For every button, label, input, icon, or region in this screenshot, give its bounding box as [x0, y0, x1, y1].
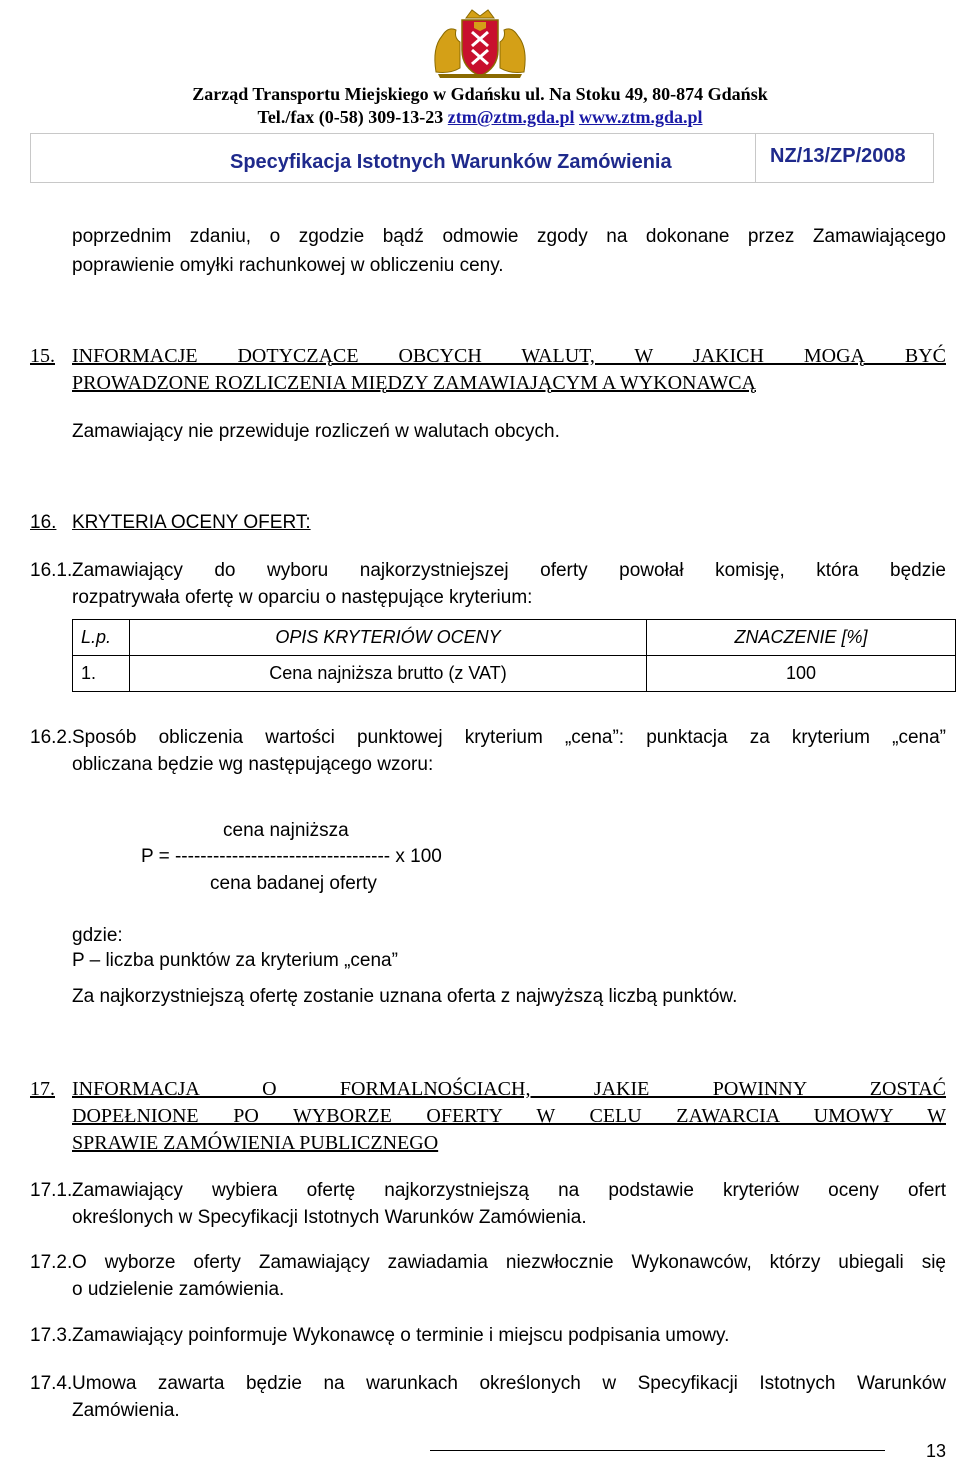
- criteria-header-description: OPIS KRYTERIÓW OCENY: [130, 620, 647, 656]
- criteria-header-lp: L.p.: [73, 620, 130, 656]
- spec-title: Specyfikacja Istotnych Warunków Zamówienia: [230, 151, 672, 173]
- section-17-heading-1: INFORMACJA O FORMALNOŚCIACH, JAKIE POWINNY ZOSTAĆ: [72, 1078, 946, 1100]
- formula-where: gdzie:: [72, 925, 123, 946]
- section-15-text: Zamawiający nie przewiduje rozliczeń w walutach obcych.: [72, 421, 560, 442]
- section-17-4-number: 17.4.: [30, 1373, 73, 1394]
- header-email-link[interactable]: ztm@ztm.gda.pl: [447, 107, 575, 127]
- spec-code: NZ/13/ZP/2008: [770, 145, 906, 167]
- section-17-1-number: 17.1.: [30, 1180, 73, 1201]
- formula-where-definition: P – liczba punktów za kryterium „cena”: [72, 950, 398, 971]
- section-16-conclusion: Za najkorzystniejszą ofertę zostanie uznana oferta z najwyższą liczbą punktów.: [72, 986, 738, 1007]
- section-15-number: 15.: [30, 345, 55, 367]
- criteria-header-weight: ZNACZENIE [%]: [647, 620, 956, 656]
- section-17-heading-3: SPRAWIE ZAMÓWIENIA PUBLICZNEGO: [72, 1132, 439, 1154]
- section-17-4-line-2: Zamówienia.: [72, 1400, 180, 1421]
- section-16-heading: KRYTERIA OCENY OFERT:: [72, 512, 311, 533]
- table-row: [73, 656, 956, 692]
- section-17-3-line-1: Zamawiający poinformuje Wykonawcę o terminie i miejscu podpisania umowy.: [72, 1325, 730, 1346]
- section-17-1-line-1: Zamawiający wybiera ofertę najkorzystniejszą na podstawie kryteriów oceny ofert: [72, 1180, 946, 1201]
- page-number: 13: [926, 1441, 947, 1461]
- criteria-cell-description: Cena najniższa brutto (z VAT): [130, 656, 647, 692]
- criteria-cell-weight: 100: [647, 656, 956, 692]
- section-17-4-line-1: Umowa zawarta będzie na warunkach określonych w Specyfikacji Istotnych Warunków: [72, 1373, 946, 1394]
- section-17-2-line-2: o udzielenie zamówienia.: [72, 1279, 285, 1300]
- gdansk-coat-of-arms-logo: [428, 8, 532, 80]
- section-17-number: 17.: [30, 1078, 55, 1100]
- section-16-2-number: 16.2.: [30, 727, 73, 748]
- header-tel: Tel./fax (0-58) 309-13-23: [257, 107, 444, 127]
- header-www-link[interactable]: www.ztm.gda.pl: [579, 107, 703, 127]
- footer-rule: [430, 1450, 885, 1451]
- section-17-heading-2: DOPEŁNIONE PO WYBORZE OFERTY W CELU ZAWARCIA UMOWY W: [72, 1105, 946, 1127]
- criteria-table-header-row: [73, 620, 956, 656]
- section-17-2-number: 17.2.: [30, 1252, 73, 1273]
- section-17-1-line-2: określonych w Specyfikacji Istotnych Warunków Zamówienia.: [72, 1207, 587, 1228]
- criteria-table: [72, 619, 956, 692]
- section-15-heading-1: INFORMACJE DOTYCZĄCE OBCYCH WALUT, W JAKICH MOGĄ BYĆ: [72, 345, 946, 367]
- section-16-2-line-1: Sposób obliczenia wartości punktowej kryterium „cena”: punktacja za kryterium „cena”: [72, 727, 946, 748]
- spec-header-divider: [755, 133, 756, 183]
- section-16-1-line-1: Zamawiający do wyboru najkorzystniejszej oferty powołał komisję, która będzie: [72, 560, 946, 581]
- criteria-cell-lp: 1.: [73, 656, 130, 692]
- section-17-3-number: 17.3.: [30, 1325, 73, 1346]
- formula-line: P = ---------------------------------- x 100: [141, 846, 442, 867]
- section-15-heading-2: PROWADZONE ROZLICZENIA MIĘDZY ZAMAWIAJĄCYM A WYKONAWCĄ: [72, 372, 756, 394]
- section-16-1-line-2: rozpatrywała ofertę w oparciu o następujące kryterium:: [72, 587, 533, 608]
- intro-line-2: poprawienie omyłki rachunkowej w obliczeniu ceny.: [72, 255, 504, 276]
- formula-denominator: cena badanej oferty: [210, 873, 377, 894]
- formula-numerator: cena najniższa: [223, 820, 349, 841]
- intro-line-1: poprzednim zdaniu, o zgodzie bądź odmowie zgody na dokonane przez Zamawiającego: [72, 226, 946, 247]
- section-17-2-line-1: O wyborze oferty Zamawiający zawiadamia niezwłocznie Wykonawców, którzy ubiegali się: [72, 1252, 946, 1273]
- section-16-number: 16.: [30, 512, 57, 533]
- section-16-1-number: 16.1.: [30, 560, 73, 581]
- header-contact: [0, 107, 960, 128]
- section-16-2-line-2: obliczana będzie wg następującego wzoru:: [72, 754, 434, 775]
- header-address: Zarząd Transportu Miejskiego w Gdańsku ul. Na Stoku 49, 80-874 Gdańsk: [192, 84, 768, 104]
